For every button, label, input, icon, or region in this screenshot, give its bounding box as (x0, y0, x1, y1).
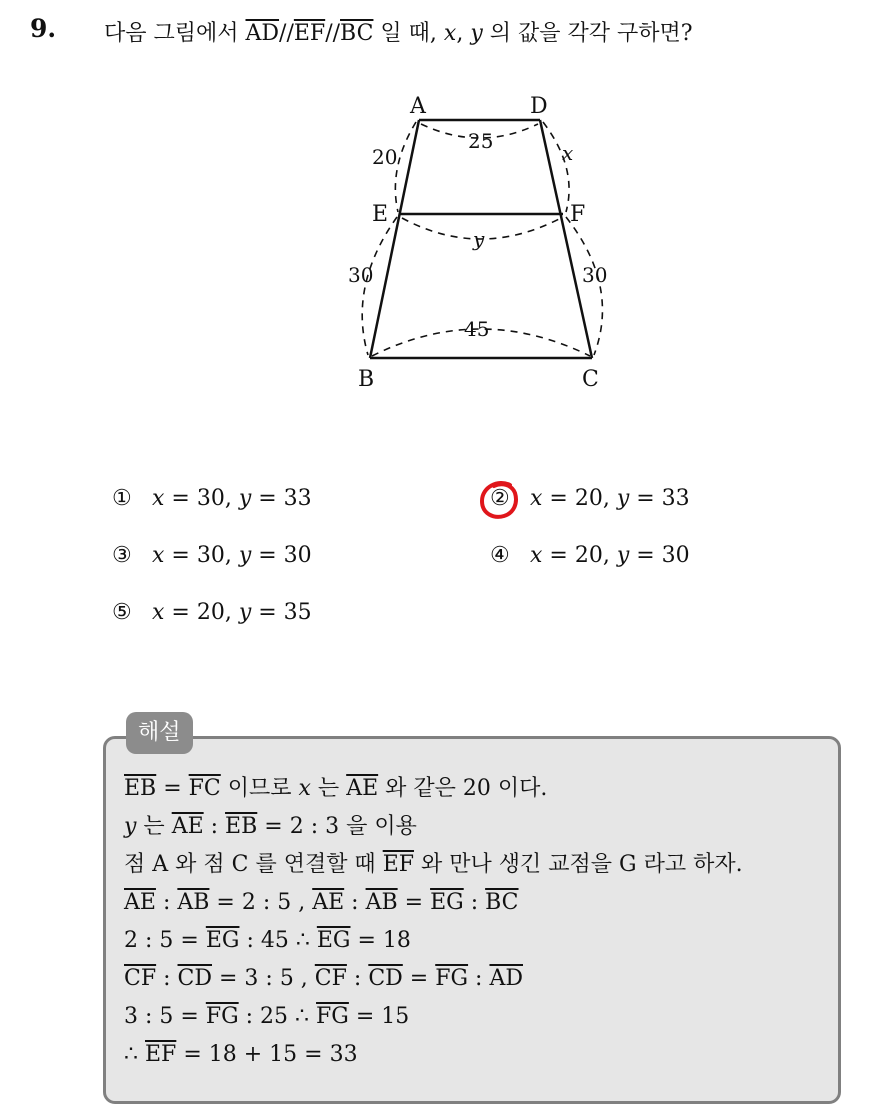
segment-ef: $\overline{EF}$ (293, 21, 326, 46)
length-ae: 20 (372, 145, 398, 169)
solution-line-4: $\overline{AE}$ : $\overline{AB} = 2$ : 5 , $\overline{AE}$ : $\overline{AB} = \overline{EG}$ : $\overline{BC}$ (124, 890, 519, 915)
length-ef: y (473, 227, 485, 251)
choice-number: ④ (490, 543, 510, 568)
solution-line-7: 3 : $5 = \overline{FG}$ : 25 ∴ $\overline{FG} = 15$ (124, 1004, 410, 1029)
choice-math: x = 30, y = 30 (152, 543, 312, 568)
solution-line-1: $\overline{EB} = \overline{FC}$ 이므로 x 는 $\overline{AE}$ 와 같은 20 이다. (124, 776, 548, 801)
question-mid: 일 때, (373, 21, 444, 46)
choice-number: ⑤ (112, 600, 132, 625)
trapezoid-diagram (330, 90, 630, 400)
length-bc: 45 (464, 317, 490, 341)
length-eb: 30 (348, 263, 374, 287)
solution-line-3: 점 A 와 점 C 를 연결할 때 $\overline{EF}$ 와 만나 생긴 교점을 G 라고 하자. (124, 852, 743, 877)
question-intro: 다음 그림에서 (104, 21, 246, 46)
length-fc: 30 (582, 263, 608, 287)
choice-math: x = 30, y = 33 (152, 486, 312, 511)
choice-4[interactable] (490, 543, 690, 568)
parallel-sign: // (325, 21, 341, 46)
label-b: B (358, 367, 375, 392)
segment-ad: $\overline{AD}$ (245, 21, 280, 46)
choice-2[interactable] (490, 486, 690, 511)
trapezoid-figure (330, 90, 630, 400)
question-number: 9. (30, 14, 57, 43)
label-d: D (530, 94, 548, 119)
solution-line-8: ∴ $\overline{EF} = 18 + 15 = 33$ (124, 1042, 358, 1067)
choice-number: ③ (112, 543, 132, 568)
length-ad: 25 (468, 129, 494, 153)
choice-number: ① (112, 486, 132, 511)
choice-3[interactable] (112, 543, 312, 568)
choice-1[interactable] (112, 486, 312, 511)
choice-math: x = 20, y = 33 (530, 486, 690, 511)
choice-5[interactable] (112, 600, 312, 625)
label-c: C (582, 367, 599, 392)
segment-bc: $\overline{BC}$ (340, 21, 374, 46)
solution-line-6: $\overline{CF}$ : $\overline{CD} = 3$ : 5 , $\overline{CF}$ : $\overline{CD} = \overline{FG}$ : $\overline{AD}$ (124, 966, 523, 991)
arc-ae (395, 122, 416, 212)
comma: , (456, 21, 471, 46)
variable-x: x (443, 21, 457, 46)
choice-math: x = 20, y = 30 (530, 543, 690, 568)
solution-line-5: 2 : $5 = \overline{EG}$ : 45 ∴ $\overline{EG} = 18$ (124, 928, 411, 953)
choice-math: x = 20, y = 35 (152, 600, 312, 625)
label-f: F (570, 202, 586, 227)
question-end: 의 값을 각각 구하면? (482, 21, 693, 46)
length-df: x (562, 141, 574, 165)
question-text (104, 16, 693, 47)
label-a: A (410, 94, 426, 119)
solution-tag: 해설 (126, 712, 193, 754)
variable-y: y (470, 21, 483, 46)
solution-lines (124, 770, 743, 1074)
label-e: E (372, 202, 389, 227)
parallel-sign: // (279, 21, 294, 46)
solution-line-2: y 는 $\overline{AE}$ : $\overline{EB} = 2$ : 3 을 이용 (124, 814, 417, 839)
choice-number: ② (490, 486, 510, 511)
